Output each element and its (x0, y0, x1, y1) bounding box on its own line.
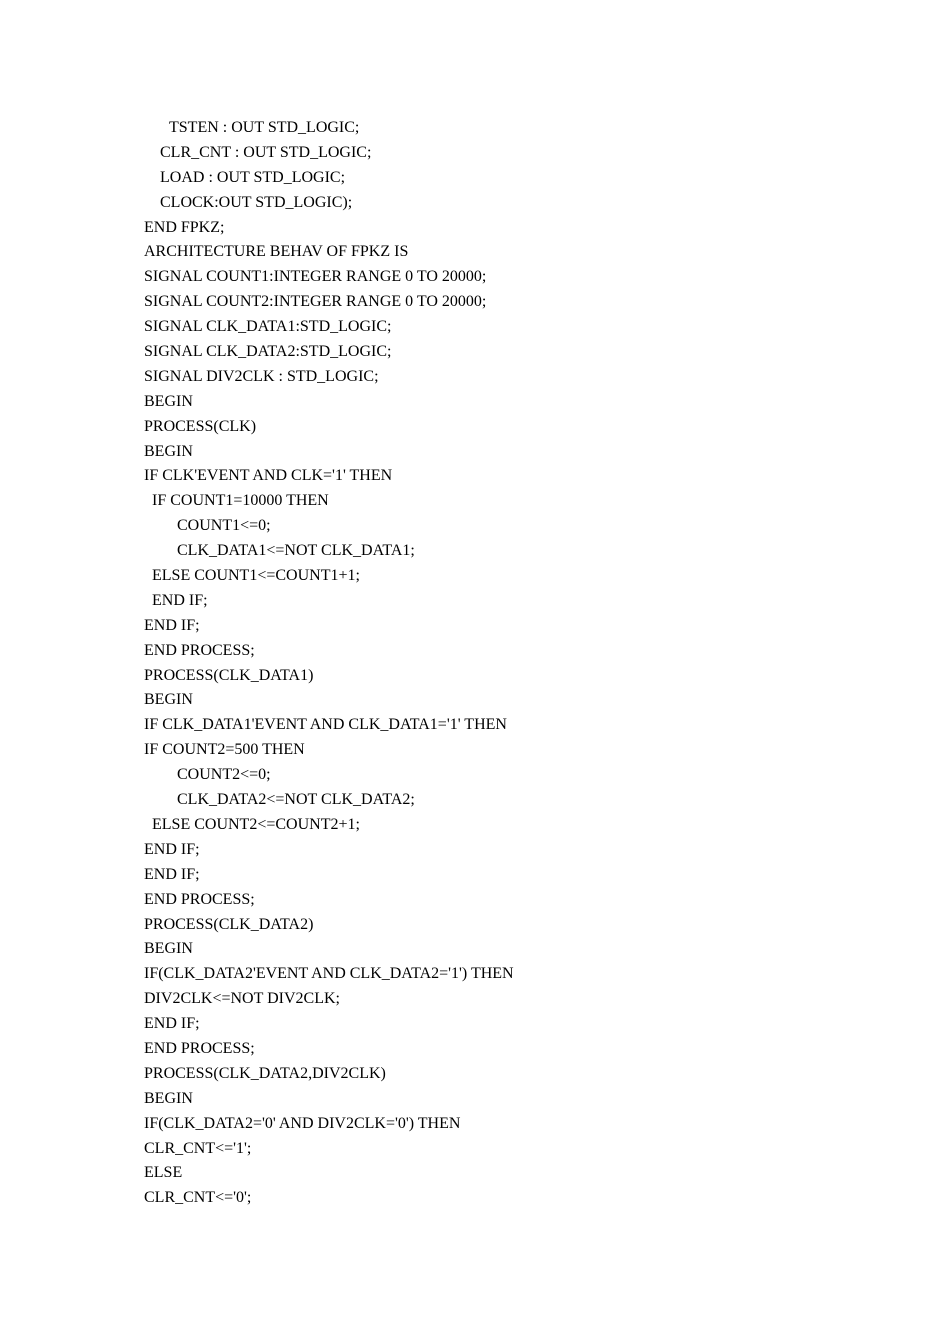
code-line: BEGIN (144, 691, 193, 709)
code-line: END IF; (152, 591, 208, 609)
code-line: IF(CLK_DATA2'EVENT AND CLK_DATA2='1') THEN (144, 965, 514, 983)
code-line: CLOCK:OUT STD_LOGIC); (160, 193, 353, 211)
code-line: SIGNAL CLK_DATA2:STD_LOGIC; (144, 343, 392, 361)
code-line: SIGNAL COUNT1:INTEGER RANGE 0 TO 20000; (144, 268, 487, 286)
code-line: END PROCESS; (144, 1039, 255, 1057)
code-line: CLK_DATA2<=NOT CLK_DATA2; (177, 791, 415, 809)
code-line: END FPKZ; (144, 218, 225, 236)
code-line: COUNT2<=0; (177, 766, 271, 784)
code-line: TSTEN : OUT STD_LOGIC; (169, 119, 360, 136)
code-line: CLR_CNT : OUT STD_LOGIC; (160, 143, 372, 161)
code-line: PROCESS(CLK_DATA2,DIV2CLK) (144, 1064, 386, 1082)
code-line: BEGIN (144, 1089, 193, 1107)
code-line: END IF; (144, 1015, 200, 1033)
code-line: END PROCESS; (144, 890, 255, 908)
code-line: ELSE COUNT1<=COUNT1+1; (152, 567, 360, 585)
code-line: DIV2CLK<=NOT DIV2CLK; (144, 990, 340, 1008)
code-line: BEGIN (144, 940, 193, 958)
vhdl-code-block (144, 116, 514, 1211)
code-line: LOAD : OUT STD_LOGIC; (160, 168, 346, 186)
code-line: IF CLK_DATA1'EVENT AND CLK_DATA1='1' THEN (144, 716, 507, 734)
code-line: SIGNAL COUNT2:INTEGER RANGE 0 TO 20000; (144, 293, 487, 311)
code-line: IF CLK'EVENT AND CLK='1' THEN (144, 467, 393, 485)
code-line: END IF; (144, 865, 200, 883)
code-line: END PROCESS; (144, 641, 255, 659)
code-line: PROCESS(CLK) (144, 417, 257, 435)
code-line: ELSE (144, 1164, 183, 1182)
code-line: IF COUNT2=500 THEN (144, 741, 305, 759)
code-line: PROCESS(CLK_DATA2) (144, 915, 314, 933)
code-line: CLR_CNT<='0'; (144, 1189, 252, 1207)
code-line: IF COUNT1=10000 THEN (152, 492, 329, 510)
code-line: CLK_DATA1<=NOT CLK_DATA1; (177, 542, 415, 560)
code-line: END IF; (144, 840, 200, 858)
code-line: END IF; (144, 616, 200, 634)
code-line: ARCHITECTURE BEHAV OF FPKZ IS (144, 243, 409, 261)
code-line: SIGNAL CLK_DATA1:STD_LOGIC; (144, 318, 392, 336)
code-line: SIGNAL DIV2CLK : STD_LOGIC; (144, 367, 379, 385)
code-line: ELSE COUNT2<=COUNT2+1; (152, 815, 360, 833)
code-line: COUNT1<=0; (177, 517, 271, 535)
code-line: CLR_CNT<='1'; (144, 1139, 252, 1157)
code-line: PROCESS(CLK_DATA1) (144, 666, 314, 684)
code-line: BEGIN (144, 392, 193, 410)
code-line: IF(CLK_DATA2='0' AND DIV2CLK='0') THEN (144, 1114, 461, 1132)
code-line: BEGIN (144, 442, 193, 460)
